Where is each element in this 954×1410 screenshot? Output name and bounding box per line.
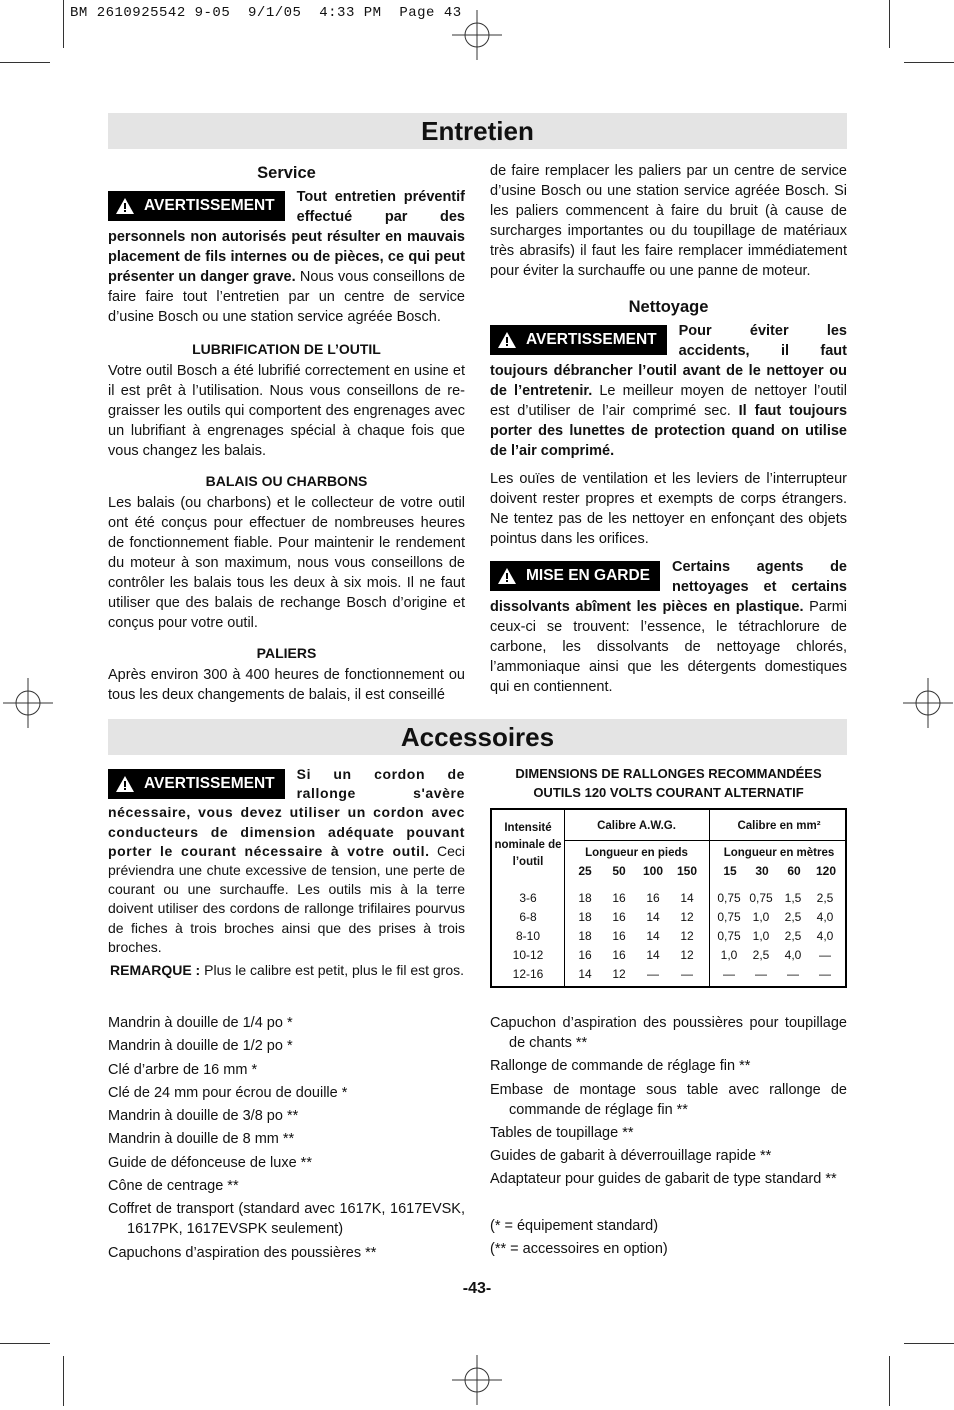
list-item: Mandrin à douille de 1/4 po * <box>108 1015 293 1031</box>
entretien-left-column <box>108 163 465 705</box>
section-title-entretien: Entretien <box>108 113 847 149</box>
mm-cell: 0,75 <box>717 891 741 905</box>
subheader-meters: Longueur en mètres <box>723 847 835 859</box>
list-item: Clé de 24 mm pour écrou de douille * <box>108 1084 348 1101</box>
awg-cell: 16 <box>612 891 626 905</box>
registration-mark-icon <box>903 678 953 728</box>
accessoires-warning-text: Ceci préviendra une chute excessive de tension, une perte de courant ou une surchauffe. Les outils mis à la terre doivent utiliser des cordons de rallonge trifilaires pourvus de fiches à trois broches ainsi que des prises à trois broches. <box>108 842 466 955</box>
length-cell: 25 <box>578 864 592 878</box>
lubrification-heading: LUBRIFICATION DE L’OUTIL <box>192 341 381 357</box>
list-item: Coffret de transport (standard avec 1617K, 1617EVSK, 1617PK, 1617EVSPK seulement) <box>108 1201 465 1238</box>
list-item: Cône de centrage ** <box>108 1178 239 1195</box>
remarque-text: Plus le calibre est petit, plus le fil est gros. <box>204 962 465 978</box>
accessoires-warning-block <box>108 765 465 957</box>
service-warning-text: Tout entretien préventif effectué par des personnels non autorisés peut résulter en mauvais placement de fils internes ou de pièces, ce qui peut présenter un danger grave. <box>108 189 465 285</box>
length-cell: 50 <box>612 864 626 878</box>
col-header-mm: Calibre en mm² <box>737 820 821 832</box>
mm-cell: 2,5 <box>816 891 834 905</box>
warning-triangle-icon <box>116 776 134 792</box>
nettoyage-heading: Nettoyage <box>628 298 709 316</box>
mm-cell: — <box>755 967 767 981</box>
crop-mark <box>904 1343 954 1344</box>
length-cell: 30 <box>755 864 769 878</box>
awg-cell: 12 <box>680 948 694 962</box>
balais-heading: BALAIS OU CHARBONS <box>205 473 368 489</box>
paliers-text: Après environ 300 à 400 heures de fonctionnement ou tous les deux changements de balais, il est conseillé <box>108 667 465 703</box>
awg-cell: 16 <box>612 910 626 924</box>
list-item: Mandrin à douille de 1/2 po * <box>108 1038 293 1055</box>
crop-mark <box>63 1356 64 1406</box>
warning-label: AVERTISSEMENT <box>144 197 275 214</box>
list-item: Capuchon d’aspiration des poussières pour toupillage de chants ** <box>490 1015 847 1051</box>
length-cell: 120 <box>815 864 837 878</box>
legend-standard: (* = équipement standard) <box>490 1217 659 1234</box>
list-item: Tables de toupillage ** <box>490 1124 634 1141</box>
mm-cell: 0,75 <box>749 891 773 905</box>
paliers-text-continued: de faire remplacer les paliers par un centre de service d’usine Bosch ou une station service agréée Bosch. Si les paliers commencent à faire du bruit (à cause de surcharges importantes ou du toupillage de matériaux très abrasifs) il faut les faire remplacer immédiatement pour éviter la surchauffe ou une panne de moteur. <box>490 163 847 279</box>
mm-cell: 0,75 <box>717 929 741 943</box>
list-item: Clé d’arbre de 16 mm * <box>108 1061 258 1078</box>
print-header: BM 2610925542 9-05 9/1/05 4:33 PM Page 43 <box>70 5 462 21</box>
table-row <box>492 891 841 905</box>
remarque <box>110 962 470 978</box>
paliers-heading: PALIERS <box>256 645 317 661</box>
awg-cell: — <box>647 967 659 981</box>
balais-text: Les balais (ou charbons) et le collecteur de votre outil ont été conçus pour effectuer de nombreuses heures de fonctionnement fiable. Pour maintenir le rendement du moteur à son maximum, nous vous conseillons de contrôler les balais tous les deux à six mois. Il ne faut utiliser que des balais de rechange Bosch d’origine et conçus pour votre outil. <box>108 495 465 631</box>
lubrification-text: Votre outil Bosch a été lubrifié correctement en usine et il est prêt à l’utilisation. Nous vous conseillons de re-graisser les outils qui comportent des engrenages avec un lubrifiant à engrenages spécial à chaque fois que vous changez les balais. <box>108 363 465 459</box>
awg-cell: 16 <box>612 929 626 943</box>
meter-lengths-row <box>714 864 842 878</box>
mm-cell: 1,0 <box>752 910 770 924</box>
mm-cell: 1,5 <box>784 891 802 905</box>
registration-mark-icon <box>452 1355 502 1405</box>
nettoyage-text1: Le meilleur moyen de nettoyer l’outil est d’utiliser de l’air comprimé sec. <box>490 383 847 419</box>
subheader-feet: Longueur en pieds <box>585 847 688 859</box>
awg-cell: 12 <box>680 910 694 924</box>
mm-cell: — <box>723 967 735 981</box>
length-cell: 100 <box>642 864 664 878</box>
awg-cell: 18 <box>578 929 592 943</box>
mm-cell: — <box>787 967 799 981</box>
nettoyage-text2: Les ouïes de ventilation et les leviers de l’interrupteur doivent rester propres et exempts de corps étrangers. Ne tentez pas de les nettoyer en enfonçant des objets pointus dans les orifices. <box>490 471 847 547</box>
awg-cell: 16 <box>646 891 660 905</box>
service-text: Nous vous conseillons de faire faire tout l’entretien par un centre de service d’usine Bosch ou une station service agréée Bosch. <box>108 269 466 325</box>
nettoyage-warning-text: Pour éviter les accidents, il faut toujours débrancher l’outil avant de le nettoyer ou de l’entretenir. <box>490 323 847 399</box>
list-item: Rallonge de commande de réglage fin ** <box>490 1058 751 1075</box>
cord-table-title <box>490 764 847 802</box>
legend-option: (** = accessoires en option) <box>490 1241 668 1258</box>
list-item: Capuchons d’aspiration des poussières ** <box>108 1244 377 1261</box>
accessories-list-left <box>108 1013 465 1266</box>
table-row <box>492 929 841 943</box>
mm-cell: 4,0 <box>784 948 802 962</box>
awg-cell: 14 <box>646 910 660 924</box>
amps-cell: 10-12 <box>512 948 544 962</box>
table-row <box>492 910 841 924</box>
mm-cell: 2,5 <box>784 910 802 924</box>
awg-cell: 16 <box>578 948 592 962</box>
accessoires-warning-bold: Si un cordon de rallonge s'avère nécessaire, vous devez utiliser un cordon avec conducteurs de dimension adéquate pouvant porter le courant nécessaire à votre outil. <box>108 766 465 859</box>
feet-lengths-row <box>568 864 704 878</box>
cord-table <box>490 808 847 988</box>
mm-cell: 2,5 <box>784 929 802 943</box>
awg-cell: 14 <box>646 948 660 962</box>
col-header-awg: Calibre A.W.G. <box>597 820 676 832</box>
length-cell: 150 <box>676 864 698 878</box>
mm-cell: 2,5 <box>752 948 770 962</box>
caution-badge <box>490 561 660 591</box>
warning-label: AVERTISSEMENT <box>144 775 275 792</box>
list-item: Mandrin à douille de 8 mm ** <box>108 1131 295 1148</box>
awg-cell: 14 <box>680 891 694 905</box>
col-header-intensite: Intensité nominale de l’outil <box>494 822 562 868</box>
crop-mark <box>0 1343 50 1344</box>
awg-cell: 18 <box>578 910 592 924</box>
list-item: Guide de défonceuse de luxe ** <box>108 1154 312 1171</box>
awg-cell: 12 <box>680 929 694 943</box>
nettoyage-text1-bold: Il faut toujours porter des lunettes de protection quand on utilise de l’air comprimé. <box>490 403 848 459</box>
list-item: Mandrin à douille de 3/8 po ** <box>108 1108 299 1125</box>
accessories-list-right <box>490 1013 847 1262</box>
amps-cell: 12-16 <box>512 967 544 981</box>
mm-cell: — <box>819 948 831 962</box>
table-row <box>492 967 841 981</box>
awg-cell: 12 <box>612 967 626 981</box>
amps-cell: 8-10 <box>515 929 541 943</box>
table-divider <box>564 840 845 841</box>
caution-text: Parmi ceux-ci se trouvent: l’essence, le tétrachlorure de carbone, les dissolvants de nettoyage chlorés, l’ammoniaque ainsi que les détergents domestiques qui en contiennent. <box>490 599 847 695</box>
awg-cell: 16 <box>612 948 626 962</box>
mm-cell: 0,75 <box>717 910 741 924</box>
mm-cell: 1,0 <box>720 948 738 962</box>
service-heading: Service <box>257 164 316 182</box>
accessoires-warning-badge <box>108 769 285 799</box>
cord-table-title-line1: DIMENSIONS DE RALLONGES RECOMMANDÉES <box>515 766 822 781</box>
warning-label: AVERTISSEMENT <box>526 331 657 348</box>
awg-cell: — <box>681 967 693 981</box>
length-cell: 60 <box>787 864 801 878</box>
registration-mark-icon <box>452 10 502 60</box>
caution-label: MISE EN GARDE <box>526 567 651 584</box>
warning-triangle-icon <box>116 198 134 214</box>
list-item: Adaptateur pour guides de gabarit de type standard ** <box>490 1171 837 1188</box>
mm-cell: — <box>819 967 831 981</box>
warning-triangle-icon <box>498 332 516 348</box>
awg-cell: 14 <box>646 929 660 943</box>
table-row <box>492 948 841 962</box>
crop-mark <box>63 0 64 48</box>
cord-table-title-line2: OUTILS 120 VOLTS COURANT ALTERNATIF <box>533 785 804 800</box>
entretien-right-column <box>490 161 847 697</box>
crop-mark <box>889 0 890 48</box>
list-item: Guides de gabarit à déverrouillage rapide ** <box>490 1148 772 1165</box>
section-title-accessoires: Accessoires <box>108 719 847 755</box>
amps-cell: 3-6 <box>519 891 537 905</box>
warning-triangle-icon <box>498 568 516 584</box>
nettoyage-warning-badge <box>490 325 667 355</box>
page-number: -43- <box>462 1280 492 1297</box>
mm-cell: 1,0 <box>752 929 770 943</box>
remarque-label: REMARQUE : <box>110 962 201 978</box>
caution-bold-text: Certains agents de nettoyages et certains dissolvants abîment les pièces en plastique. <box>490 559 847 615</box>
crop-mark <box>889 1356 890 1406</box>
mm-cell: 4,0 <box>816 929 834 943</box>
crop-mark <box>0 62 50 63</box>
awg-cell: 14 <box>578 967 592 981</box>
length-cell: 15 <box>723 864 737 878</box>
registration-mark-icon <box>3 678 53 728</box>
mm-cell: 4,0 <box>816 910 834 924</box>
crop-mark <box>904 62 954 63</box>
amps-cell: 6-8 <box>519 910 537 924</box>
awg-cell: 18 <box>578 891 592 905</box>
list-item: Embase de montage sous table avec rallonge de commande de réglage fin ** <box>490 1081 847 1118</box>
service-warning-badge <box>108 191 285 221</box>
